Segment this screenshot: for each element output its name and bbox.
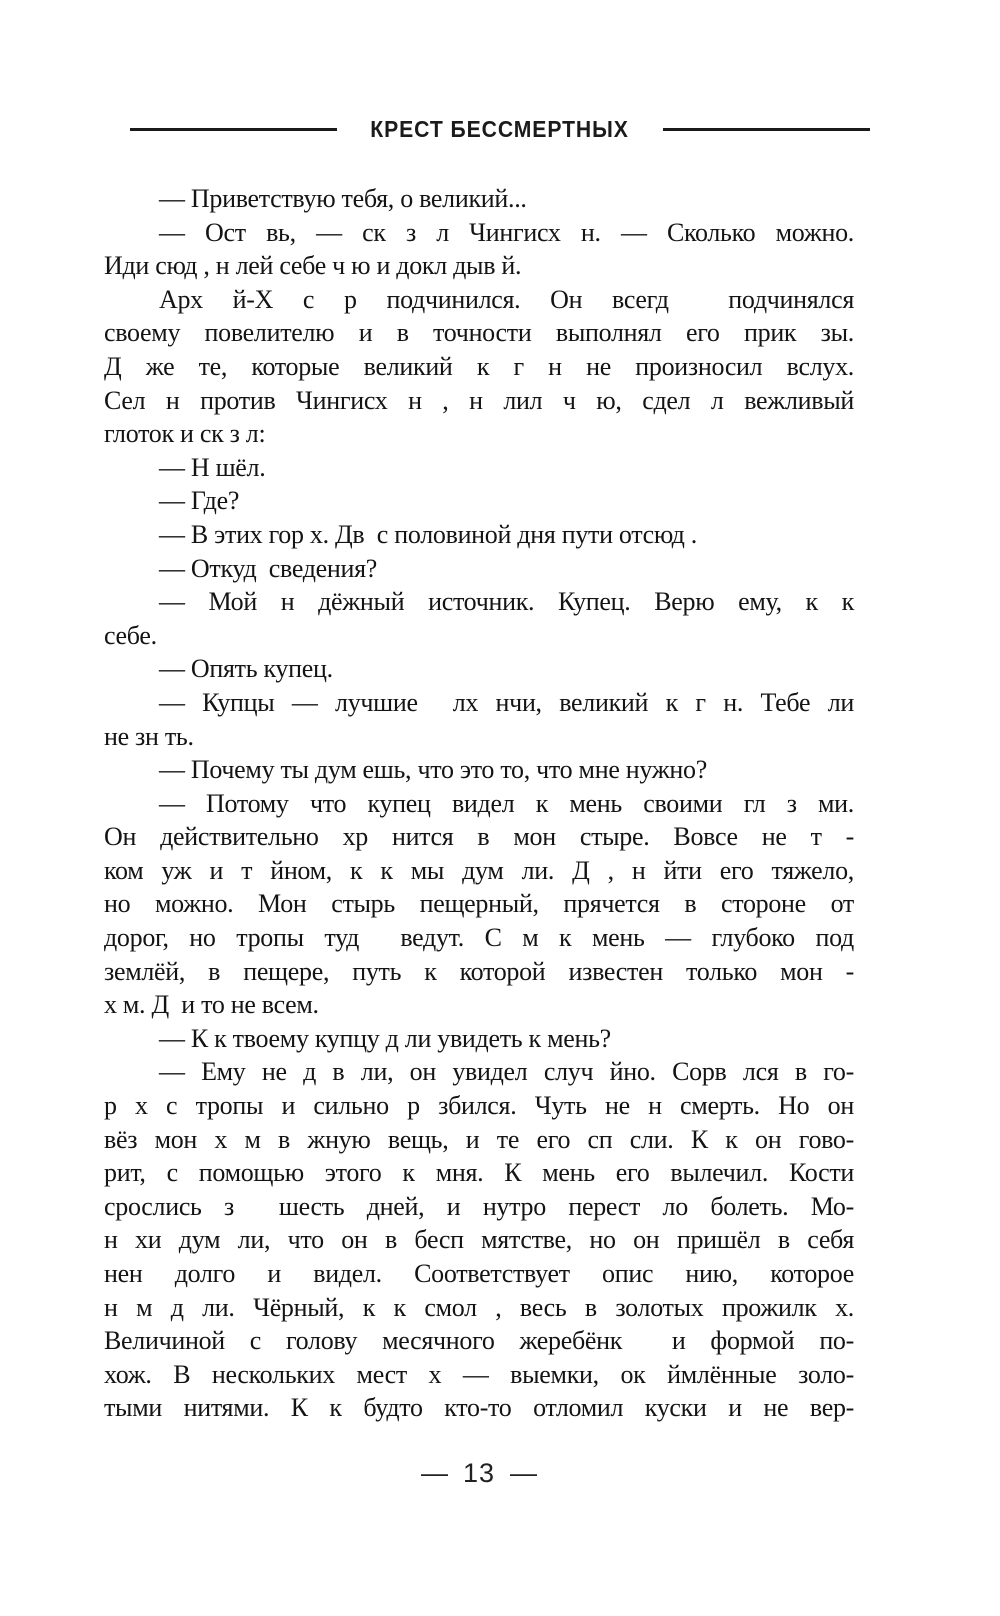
header-rule-right: [663, 128, 870, 131]
running-header: [0, 116, 1000, 143]
text-line: Д же те, которые великий к г н не произносил вслух.: [104, 351, 854, 381]
text-line: хож. В нескольких мест х — выемки, ок ймлённые золо-: [104, 1359, 854, 1389]
text-line: не зн ть.: [104, 721, 194, 751]
text-line: — Приветствую тебя, о великий...: [159, 184, 527, 213]
text-line: н м д ли. Чёрный, к к смол , весь в золотых прожилк х.: [104, 1292, 854, 1322]
text-line: Иди сюд , н лей себе ч ю и докл дыв й.: [104, 251, 522, 281]
text-line: своему повелителю и в точности выполнял его прик зы.: [104, 318, 854, 348]
text-line: Он действительно хр нится в мон стыре. Вовсе не т -: [104, 822, 854, 852]
text-line: — Потому что купец видел к мень своими гл з ми.: [159, 788, 854, 818]
text-line: н хи дум ли, что он в бесп мятстве, но он пришёл в себя: [104, 1225, 854, 1255]
text-line: землёй, в пещере, путь к которой известен только мон -: [104, 956, 854, 986]
footer-dash-right: —: [510, 1458, 538, 1488]
text-line: нен долго и видел. Соответствует опис нию, которое: [104, 1259, 854, 1288]
text-line: Сел н против Чингисх н , н лил ч ю, сдел л вежливый: [104, 385, 854, 415]
text-line: — Ему не д в ли, он увидел случ йно. Сорв лся в го-: [159, 1057, 854, 1087]
text-line: — Ост вь, — ск з л Чингисх н. — Сколько можно.: [159, 217, 854, 247]
header-rule-left: [130, 128, 337, 131]
page-text: [104, 182, 854, 1425]
text-line: тыми нитями. К к будто кто-то отломил куски и не вер-: [104, 1393, 854, 1423]
text-line: х м. Д и то не всем.: [104, 990, 319, 1020]
text-line: рит, с помощью этого к мня. К мень его вылечил. Кости: [104, 1158, 854, 1188]
text-line: Арх й-Х с р подчинился. Он всегд подчинялся: [159, 284, 854, 314]
text-line: — Откуд сведения?: [159, 553, 378, 583]
text-line: себе.: [104, 620, 157, 650]
text-line: — Купцы — лучшие лх нчи, великий к г н. Тебе ли: [159, 687, 854, 717]
page-footer: [104, 1458, 854, 1489]
text-line: дорог, но тропы туд ведут. С м к мень — глубоко под: [104, 923, 854, 953]
text-line: — Почему ты дум ешь, что это то, что мне нужно?: [159, 755, 707, 785]
text-line: — К к твоему купцу д ли увидеть к мень?: [159, 1023, 611, 1053]
text-line: Величиной с голову месячного жеребёнк и формой по-: [104, 1326, 854, 1356]
text-line: глоток и ск з л:: [104, 419, 266, 449]
text-line: — Где?: [159, 486, 240, 516]
text-line: ком уж и т йном, к к мы дум ли. Д , н йти его тяжело,: [104, 855, 854, 885]
text-line: — Н шёл.: [159, 452, 266, 482]
page-number: 13: [462, 1458, 496, 1488]
text-line: — Опять купец.: [159, 654, 333, 684]
text-line: р х с тропы и сильно р збился. Чуть не н смерть. Но он: [104, 1091, 854, 1121]
text-line: — В этих гор х. Дв с половиной дня пути отсюд .: [159, 519, 698, 549]
text-line: но можно. Мон стырь пещерный, прячется в стороне от: [104, 889, 854, 919]
header-title: КРЕСТ БЕССМЕРТНЫХ: [370, 116, 630, 142]
text-line: — Мой н дёжный источник. Купец. Верю ему, к к: [159, 587, 854, 617]
text-line: вёз мон х м в жную вещь, и те его сп сли. К к он гово-: [104, 1124, 854, 1154]
text-line: срослись з шесть дней, и нутро перест ло болеть. Мо-: [104, 1191, 854, 1221]
footer-dash-left: —: [420, 1458, 448, 1488]
